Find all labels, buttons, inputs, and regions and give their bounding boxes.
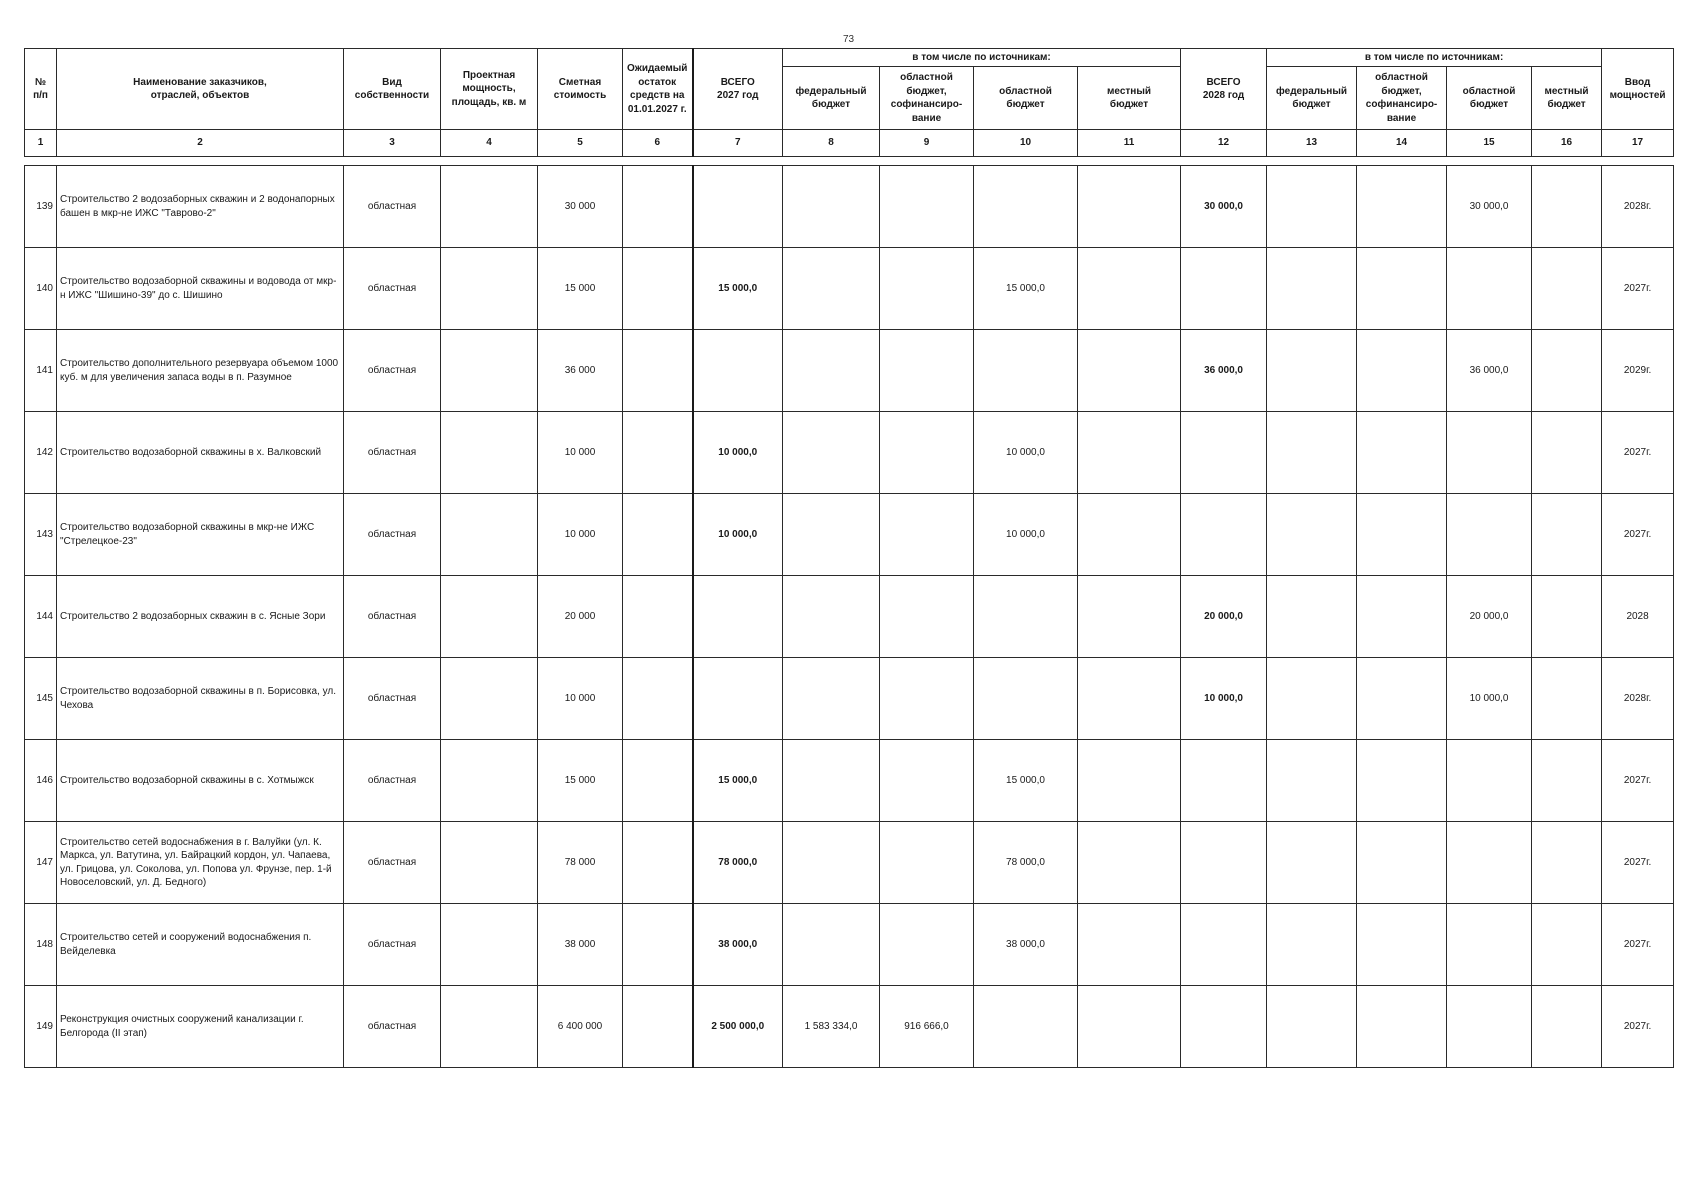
total-2028-cell	[1181, 412, 1267, 494]
ownership-cell: областная	[344, 904, 441, 986]
commissioning-cell: 2027г.	[1602, 494, 1674, 576]
total-2027-cell	[693, 576, 783, 658]
object-name-cell: Строительство 2 водозаборных скважин в с. Ясные Зори	[57, 576, 344, 658]
remainder-cell	[623, 494, 693, 576]
regcof-2028-cell	[1357, 330, 1447, 412]
federal-2027-cell	[783, 330, 880, 412]
federal-2028-cell	[1267, 166, 1357, 248]
object-name-cell: Строительство сетей и сооружений водоснабжения п. Вейделевка	[57, 904, 344, 986]
regcof-2027-cell: 916 666,0	[880, 986, 974, 1068]
table-row	[25, 576, 1674, 658]
estimate-cell: 38 000	[538, 904, 623, 986]
federal-2028-cell	[1267, 248, 1357, 330]
column-number: 4	[441, 130, 538, 157]
capacity-cell	[441, 986, 538, 1068]
table-row	[25, 658, 1674, 740]
regcof-2027-cell	[880, 494, 974, 576]
header-num: № п/п	[25, 49, 57, 130]
local-2027-cell	[1078, 248, 1181, 330]
remainder-cell	[623, 412, 693, 494]
regcof-2027-cell	[880, 166, 974, 248]
estimate-cell: 10 000	[538, 412, 623, 494]
commissioning-cell: 2027г.	[1602, 740, 1674, 822]
local-2027-cell	[1078, 658, 1181, 740]
object-name-cell: Строительство водозаборной скважины в мкр-не ИЖС "Стрелецкое-23"	[57, 494, 344, 576]
header-regional-2027: областной бюджет	[974, 67, 1078, 130]
total-2028-cell	[1181, 740, 1267, 822]
page-number: 73	[842, 34, 855, 45]
ownership-cell: областная	[344, 822, 441, 904]
header-local-2028: местный бюджет	[1532, 67, 1602, 130]
commissioning-cell: 2028г.	[1602, 658, 1674, 740]
federal-2028-cell	[1267, 740, 1357, 822]
ownership-cell: областная	[344, 248, 441, 330]
regional-2028-cell: 20 000,0	[1447, 576, 1532, 658]
total-2027-cell: 38 000,0	[693, 904, 783, 986]
local-2028-cell	[1532, 166, 1602, 248]
table-row	[25, 166, 1674, 248]
remainder-cell	[623, 166, 693, 248]
ownership-cell: областная	[344, 658, 441, 740]
capacity-cell	[441, 412, 538, 494]
local-2028-cell	[1532, 576, 1602, 658]
total-2028-cell: 30 000,0	[1181, 166, 1267, 248]
rownum-cell: 141	[25, 330, 57, 412]
federal-2027-cell	[783, 166, 880, 248]
regcof-2028-cell	[1357, 740, 1447, 822]
regcof-2028-cell	[1357, 412, 1447, 494]
regional-2028-cell: 30 000,0	[1447, 166, 1532, 248]
rownum-cell: 147	[25, 822, 57, 904]
regcof-2027-cell	[880, 740, 974, 822]
local-2027-cell	[1078, 904, 1181, 986]
estimate-cell: 10 000	[538, 494, 623, 576]
header-federal-2027: федеральный бюджет	[783, 67, 880, 130]
federal-2028-cell	[1267, 904, 1357, 986]
header-federal-2028: федеральный бюджет	[1267, 67, 1357, 130]
regcof-2028-cell	[1357, 658, 1447, 740]
rownum-cell: 145	[25, 658, 57, 740]
regional-2028-cell	[1447, 986, 1532, 1068]
column-number: 15	[1447, 130, 1532, 157]
total-2028-cell	[1181, 248, 1267, 330]
column-number: 8	[783, 130, 880, 157]
rownum-cell: 149	[25, 986, 57, 1068]
federal-2027-cell	[783, 904, 880, 986]
total-2028-cell: 36 000,0	[1181, 330, 1267, 412]
regcof-2028-cell	[1357, 986, 1447, 1068]
regcof-2027-cell	[880, 248, 974, 330]
total-2028-cell: 10 000,0	[1181, 658, 1267, 740]
commissioning-cell: 2029г.	[1602, 330, 1674, 412]
ownership-cell: областная	[344, 576, 441, 658]
local-2028-cell	[1532, 904, 1602, 986]
regcof-2027-cell	[880, 904, 974, 986]
local-2027-cell	[1078, 986, 1181, 1068]
regional-2028-cell	[1447, 248, 1532, 330]
column-number: 1	[25, 130, 57, 157]
column-number: 7	[693, 130, 783, 157]
total-2028-cell: 20 000,0	[1181, 576, 1267, 658]
table-row	[25, 494, 1674, 576]
object-name-cell: Строительство сетей водоснабжения в г. Валуйки (ул. К. Маркса, ул. Ватутина, ул. Байрацкий кордон, ул. Чапаева, ул. Грицова, ул. Соколова, ул. Попова ул. Фрунзе, пер. 1-й Новоселовский, ул. Д. Бедного)	[57, 822, 344, 904]
column-number: 9	[880, 130, 974, 157]
regcof-2028-cell	[1357, 576, 1447, 658]
regional-2027-cell	[974, 166, 1078, 248]
header-sources-2028: в том числе по источникам:	[1267, 49, 1602, 67]
remainder-cell	[623, 330, 693, 412]
object-name-cell: Строительство водозаборной скважины в п. Борисовка, ул. Чехова	[57, 658, 344, 740]
capacity-cell	[441, 248, 538, 330]
table-row	[25, 904, 1674, 986]
regional-2027-cell: 10 000,0	[974, 412, 1078, 494]
estimate-cell: 10 000	[538, 658, 623, 740]
rownum-cell: 142	[25, 412, 57, 494]
ownership-cell: областная	[344, 412, 441, 494]
regcof-2027-cell	[880, 412, 974, 494]
remainder-cell	[623, 904, 693, 986]
capacity-cell	[441, 166, 538, 248]
ownership-cell: областная	[344, 166, 441, 248]
total-2027-cell: 10 000,0	[693, 494, 783, 576]
column-number-row	[25, 130, 1674, 157]
object-name-cell: Строительство дополнительного резервуара объемом 1000 куб. м для увеличения запаса воды в п. Разумное	[57, 330, 344, 412]
capacity-cell	[441, 822, 538, 904]
object-name-cell: Строительство водозаборной скважины и водовода от мкр-н ИЖС "Шишино-39" до с. Шишино	[57, 248, 344, 330]
federal-2028-cell	[1267, 494, 1357, 576]
federal-2028-cell	[1267, 330, 1357, 412]
header-spacer	[25, 157, 1674, 166]
header-regcof-2027: областной бюджет, софинансиро- вание	[880, 67, 974, 130]
regional-2028-cell	[1447, 494, 1532, 576]
header-total-2028: ВСЕГО 2028 год	[1181, 49, 1267, 130]
federal-2027-cell: 1 583 334,0	[783, 986, 880, 1068]
total-2028-cell	[1181, 986, 1267, 1068]
regional-2027-cell: 38 000,0	[974, 904, 1078, 986]
regional-2027-cell	[974, 658, 1078, 740]
commissioning-cell: 2027г.	[1602, 248, 1674, 330]
rownum-cell: 146	[25, 740, 57, 822]
table-header	[25, 49, 1674, 166]
federal-2028-cell	[1267, 576, 1357, 658]
total-2027-cell: 78 000,0	[693, 822, 783, 904]
total-2028-cell	[1181, 494, 1267, 576]
header-regcof-2028: областной бюджет, софинансиро- вание	[1357, 67, 1447, 130]
regcof-2027-cell	[880, 330, 974, 412]
column-number: 14	[1357, 130, 1447, 157]
commissioning-cell: 2028	[1602, 576, 1674, 658]
table-row	[25, 248, 1674, 330]
regional-2028-cell: 36 000,0	[1447, 330, 1532, 412]
commissioning-cell: 2028г.	[1602, 166, 1674, 248]
regcof-2027-cell	[880, 822, 974, 904]
commissioning-cell: 2027г.	[1602, 986, 1674, 1068]
estimate-cell: 36 000	[538, 330, 623, 412]
local-2027-cell	[1078, 330, 1181, 412]
capacity-cell	[441, 658, 538, 740]
local-2027-cell	[1078, 412, 1181, 494]
column-number: 6	[623, 130, 693, 157]
header-remainder: Ожидаемый остаток средств на 01.01.2027 г.	[623, 49, 693, 130]
federal-2027-cell	[783, 248, 880, 330]
estimate-cell: 78 000	[538, 822, 623, 904]
investment-table	[24, 48, 1674, 1068]
header-capacity: Проектная мощность, площадь, кв. м	[441, 49, 538, 130]
table-row	[25, 822, 1674, 904]
column-number: 5	[538, 130, 623, 157]
table-row	[25, 986, 1674, 1068]
object-name-cell: Строительство водозаборной скважины в с. Хотмыжск	[57, 740, 344, 822]
column-number: 12	[1181, 130, 1267, 157]
header-regional-2028: областной бюджет	[1447, 67, 1532, 130]
local-2027-cell	[1078, 166, 1181, 248]
column-number: 11	[1078, 130, 1181, 157]
object-name-cell: Строительство водозаборной скважины в х. Валковский	[57, 412, 344, 494]
regional-2027-cell: 78 000,0	[974, 822, 1078, 904]
regional-2027-cell: 15 000,0	[974, 248, 1078, 330]
federal-2028-cell	[1267, 986, 1357, 1068]
local-2027-cell	[1078, 822, 1181, 904]
local-2027-cell	[1078, 576, 1181, 658]
total-2027-cell	[693, 658, 783, 740]
ownership-cell: областная	[344, 330, 441, 412]
total-2028-cell	[1181, 904, 1267, 986]
remainder-cell	[623, 822, 693, 904]
regcof-2028-cell	[1357, 822, 1447, 904]
header-name: Наименование заказчиков, отраслей, объектов	[57, 49, 344, 130]
total-2027-cell: 15 000,0	[693, 248, 783, 330]
local-2028-cell	[1532, 330, 1602, 412]
estimate-cell: 20 000	[538, 576, 623, 658]
local-2027-cell	[1078, 494, 1181, 576]
estimate-cell: 15 000	[538, 740, 623, 822]
ownership-cell: областная	[344, 986, 441, 1068]
table-row	[25, 330, 1674, 412]
table-row	[25, 740, 1674, 822]
rownum-cell: 139	[25, 166, 57, 248]
capacity-cell	[441, 740, 538, 822]
local-2028-cell	[1532, 658, 1602, 740]
remainder-cell	[623, 658, 693, 740]
remainder-cell	[623, 740, 693, 822]
regional-2028-cell	[1447, 904, 1532, 986]
regional-2027-cell	[974, 986, 1078, 1068]
regional-2028-cell	[1447, 412, 1532, 494]
remainder-cell	[623, 986, 693, 1068]
federal-2028-cell	[1267, 658, 1357, 740]
table-row	[25, 412, 1674, 494]
federal-2028-cell	[1267, 412, 1357, 494]
commissioning-cell: 2027г.	[1602, 822, 1674, 904]
header-local-2027: местный бюджет	[1078, 67, 1181, 130]
remainder-cell	[623, 576, 693, 658]
federal-2027-cell	[783, 576, 880, 658]
local-2028-cell	[1532, 822, 1602, 904]
regional-2027-cell: 15 000,0	[974, 740, 1078, 822]
ownership-cell: областная	[344, 740, 441, 822]
regional-2027-cell: 10 000,0	[974, 494, 1078, 576]
header-total-2027: ВСЕГО 2027 год	[693, 49, 783, 130]
commissioning-cell: 2027г.	[1602, 412, 1674, 494]
object-name-cell: Строительство 2 водозаборных скважин и 2 водонапорных башен в мкр-не ИЖС "Таврово-2"	[57, 166, 344, 248]
federal-2027-cell	[783, 822, 880, 904]
column-number: 3	[344, 130, 441, 157]
column-number: 10	[974, 130, 1078, 157]
column-number: 13	[1267, 130, 1357, 157]
table-body	[25, 166, 1674, 1068]
capacity-cell	[441, 330, 538, 412]
capacity-cell	[441, 494, 538, 576]
rownum-cell: 140	[25, 248, 57, 330]
column-number: 16	[1532, 130, 1602, 157]
regcof-2028-cell	[1357, 904, 1447, 986]
regcof-2027-cell	[880, 576, 974, 658]
total-2027-cell: 10 000,0	[693, 412, 783, 494]
regcof-2028-cell	[1357, 494, 1447, 576]
estimate-cell: 30 000	[538, 166, 623, 248]
federal-2027-cell	[783, 740, 880, 822]
header-commissioning: Ввод мощностей	[1602, 49, 1674, 130]
rownum-cell: 148	[25, 904, 57, 986]
estimate-cell: 15 000	[538, 248, 623, 330]
federal-2028-cell	[1267, 822, 1357, 904]
regional-2028-cell	[1447, 740, 1532, 822]
regcof-2028-cell	[1357, 248, 1447, 330]
remainder-cell	[623, 248, 693, 330]
federal-2027-cell	[783, 658, 880, 740]
local-2028-cell	[1532, 986, 1602, 1068]
regional-2028-cell	[1447, 822, 1532, 904]
regcof-2028-cell	[1357, 166, 1447, 248]
rownum-cell: 143	[25, 494, 57, 576]
federal-2027-cell	[783, 494, 880, 576]
regional-2027-cell	[974, 576, 1078, 658]
column-number: 17	[1602, 130, 1674, 157]
total-2027-cell	[693, 166, 783, 248]
header-estimate: Сметная стоимость	[538, 49, 623, 130]
estimate-cell: 6 400 000	[538, 986, 623, 1068]
local-2028-cell	[1532, 494, 1602, 576]
total-2027-cell	[693, 330, 783, 412]
local-2028-cell	[1532, 740, 1602, 822]
rownum-cell: 144	[25, 576, 57, 658]
regional-2027-cell	[974, 330, 1078, 412]
header-sources-2027: в том числе по источникам:	[783, 49, 1181, 67]
regcof-2027-cell	[880, 658, 974, 740]
total-2027-cell: 2 500 000,0	[693, 986, 783, 1068]
capacity-cell	[441, 576, 538, 658]
column-number: 2	[57, 130, 344, 157]
federal-2027-cell	[783, 412, 880, 494]
regional-2028-cell: 10 000,0	[1447, 658, 1532, 740]
local-2027-cell	[1078, 740, 1181, 822]
capacity-cell	[441, 904, 538, 986]
header-ownership: Вид собственности	[344, 49, 441, 130]
object-name-cell: Реконструкция очистных сооружений канализации г. Белгорода (II этап)	[57, 986, 344, 1068]
local-2028-cell	[1532, 248, 1602, 330]
ownership-cell: областная	[344, 494, 441, 576]
commissioning-cell: 2027г.	[1602, 904, 1674, 986]
local-2028-cell	[1532, 412, 1602, 494]
total-2027-cell: 15 000,0	[693, 740, 783, 822]
total-2028-cell	[1181, 822, 1267, 904]
